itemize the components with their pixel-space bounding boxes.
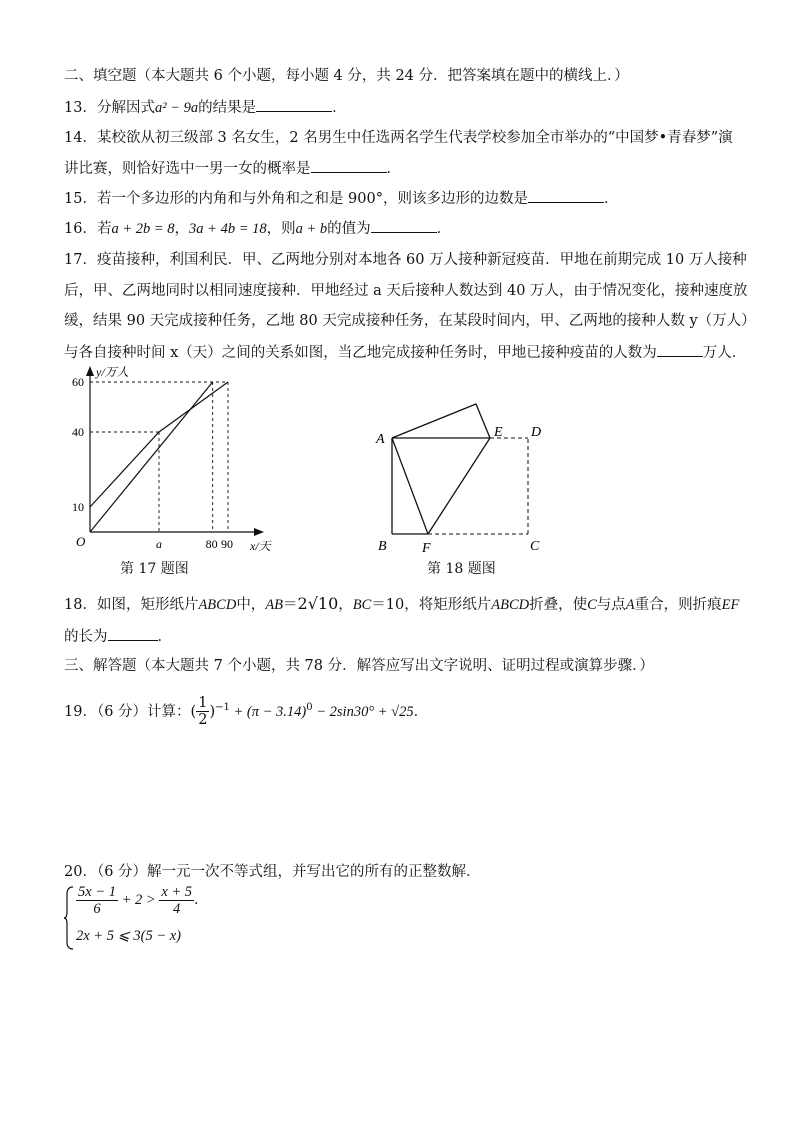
x-tick-label-3: 90 — [221, 537, 233, 551]
label-a: A — [376, 432, 385, 447]
q16-expr: a + b — [295, 221, 328, 237]
q18-mid2: 折叠，使 — [529, 597, 588, 613]
q18-abcd: ABCD — [198, 597, 237, 613]
q18-eq: ＝ — [283, 597, 298, 613]
q16-sep: ， — [174, 221, 190, 237]
q18-abcd2: ABCD — [491, 597, 530, 613]
q13-end: ． — [332, 100, 347, 116]
question-20: 20．（6 分）解一元一次不等式组，并写出它的所有的正整数解． — [64, 864, 481, 880]
ineq1-left-fraction — [76, 884, 118, 917]
q18-answer-blank[interactable] — [108, 626, 158, 641]
q19-paren-close: ) — [209, 703, 216, 720]
q14-line2-text: 讲比赛，则恰好选中一男一女的概率是 — [64, 161, 311, 177]
q13-prefix: 13．分解因式 — [64, 100, 155, 116]
question-17-line4 — [64, 342, 746, 363]
y-axis-arrow — [86, 366, 94, 376]
y-tick-label-60: 60 — [72, 375, 84, 389]
folded-flap — [392, 404, 490, 438]
ineq1-right-fraction — [159, 884, 194, 917]
q15-end: ． — [603, 191, 619, 207]
figure-17-caption: 第 17 题图 — [120, 561, 189, 577]
question-13 — [64, 97, 347, 118]
question-17-line1: 17．疫苗接种，利国利民．甲、乙两地分别对本地各 60 万人接种新冠疫苗．甲地在前期完成 10 万人接种 — [64, 252, 747, 268]
q16-end: ． — [436, 221, 452, 237]
ineq1-right-denominator: 4 — [173, 901, 181, 917]
ineq1-end: ． — [194, 891, 209, 908]
q15-text: 15．若一个多边形的内角和与外角和之和是 900°，则该多边形的边数是 — [64, 191, 528, 207]
q19-rest: + (π − 3.14) — [229, 703, 307, 720]
q18-prefix: 18．如图，矩形纸片 — [64, 597, 199, 613]
figure-17-chart — [66, 362, 286, 562]
q19-paren-open: ( — [190, 703, 197, 720]
q17-answer-blank[interactable] — [657, 342, 703, 357]
q18-ab-value: 2√10 — [297, 594, 339, 613]
q19-end: ． — [413, 703, 429, 720]
q18-bc-value: ＝10，将矩形纸片 — [371, 597, 492, 613]
q16-eq1: a + 2b = 8 — [111, 221, 175, 237]
q19-exponent-neg1: −1 — [215, 702, 230, 713]
ineq1-mid: + 2 > — [121, 891, 156, 908]
question-17-line2: 后，甲、乙两地同时以相同速度接种．甲地经过 a 天后接种人数达到 40 万人，由于情况变化，接种速度放 — [64, 283, 748, 299]
q16-prefix: 16．若 — [64, 221, 112, 237]
brace-icon — [64, 886, 74, 950]
question-15 — [64, 188, 618, 209]
origin-label: O — [76, 534, 86, 549]
q17-unit: 万人． — [702, 345, 747, 361]
question-18-line2 — [64, 626, 172, 647]
question-18-line1 — [64, 594, 739, 615]
question-19 — [64, 690, 428, 730]
q13-suffix: 的结果是 — [198, 100, 257, 116]
section2-heading: 二、填空题（本大题共 6 个小题，每小题 4 分，共 24 分．把答案填在题中的横线上．） — [64, 68, 629, 84]
x-tick-label-1: a — [156, 537, 162, 551]
ineq1-denominator: 6 — [93, 901, 101, 917]
section3-heading: 三、解答题（本大题共 7 个小题，共 78 分．解答应写出文字说明、证明过程或演算步骤．） — [64, 658, 654, 674]
label-b: B — [378, 539, 387, 554]
inequality-2: 2x + 5 ⩽ 3(5 − x) — [76, 928, 181, 944]
x-axis-arrow — [254, 528, 264, 536]
question-14-line1: 14．某校欲从初三级部 3 名女生，2 名男生中任选两名学生代表学校参加全市举办的“中国梦•青春梦”演 — [64, 130, 733, 146]
question-17-line3: 缓，结果 90 天完成接种任务，乙地 80 天完成接种任务，在某段时间内，甲、乙两地的接种人数 y（万人） — [64, 313, 756, 329]
q18-a: A — [625, 597, 635, 613]
ineq1-right-numerator: x + 5 — [161, 884, 193, 900]
q14-end: ． — [386, 161, 401, 177]
question-14-line2 — [64, 158, 401, 179]
y-tick-label-10: 10 — [72, 500, 84, 514]
label-d: D — [531, 425, 542, 440]
q18-line2-text: 的长为 — [64, 629, 108, 645]
q19-prefix: 19．（6 分）计算： — [64, 703, 191, 720]
q19-exponent-zero: 0 — [306, 702, 313, 713]
q19-half-denominator: 2 — [198, 712, 208, 729]
q18-bc: BC — [352, 597, 372, 613]
segment-af — [392, 438, 428, 534]
inequality-system — [64, 884, 244, 954]
q18-mid4: 重合，则折痕 — [634, 597, 722, 613]
q17-line4-text: 与各自接种时间 x（天）之间的关系如图，当乙地完成接种任务时，甲地已接种疫苗的人数为 — [64, 345, 657, 361]
crease-ef — [428, 438, 490, 534]
q14-answer-blank[interactable] — [311, 158, 387, 173]
q15-answer-blank[interactable] — [528, 188, 604, 203]
q16-eq2: 3a + 4b = 18 — [189, 221, 267, 237]
q19-half-numerator: 1 — [198, 695, 208, 712]
figure-18-caption: 第 18 题图 — [427, 561, 496, 577]
x-tick-label-2: 80 — [205, 537, 218, 551]
x-axis-label: x/天 — [250, 539, 271, 553]
question-16 — [64, 218, 451, 239]
y-tick-label-40: 40 — [72, 425, 84, 439]
figure-18-diagram — [370, 396, 570, 556]
q13-answer-blank[interactable] — [256, 97, 332, 112]
q18-mid3: 与点 — [596, 597, 626, 613]
q16-answer-blank[interactable] — [371, 218, 437, 233]
ineq1-numerator: 5x − 1 — [78, 884, 116, 900]
q18-mid1: 中， — [236, 597, 266, 613]
q16-suffix: 的值为 — [327, 221, 371, 237]
q18-end: ． — [157, 629, 172, 645]
series-line-2 — [90, 382, 213, 532]
q16-mid: ，则 — [266, 221, 296, 237]
q18-sep: ， — [338, 597, 353, 613]
q18-c: C — [587, 597, 597, 613]
q19-rest2: − 2sin30° + √25 — [312, 703, 414, 720]
q13-expr: a² − 9a — [154, 100, 199, 116]
q19-fraction-half — [196, 695, 209, 728]
label-c: C — [530, 539, 540, 554]
label-f: F — [422, 541, 431, 556]
inequality-1 — [76, 884, 209, 917]
y-axis-label: y/万人 — [96, 365, 129, 379]
label-e: E — [494, 425, 503, 440]
q18-ab: AB — [265, 597, 284, 613]
q18-ef: EF — [721, 597, 740, 613]
